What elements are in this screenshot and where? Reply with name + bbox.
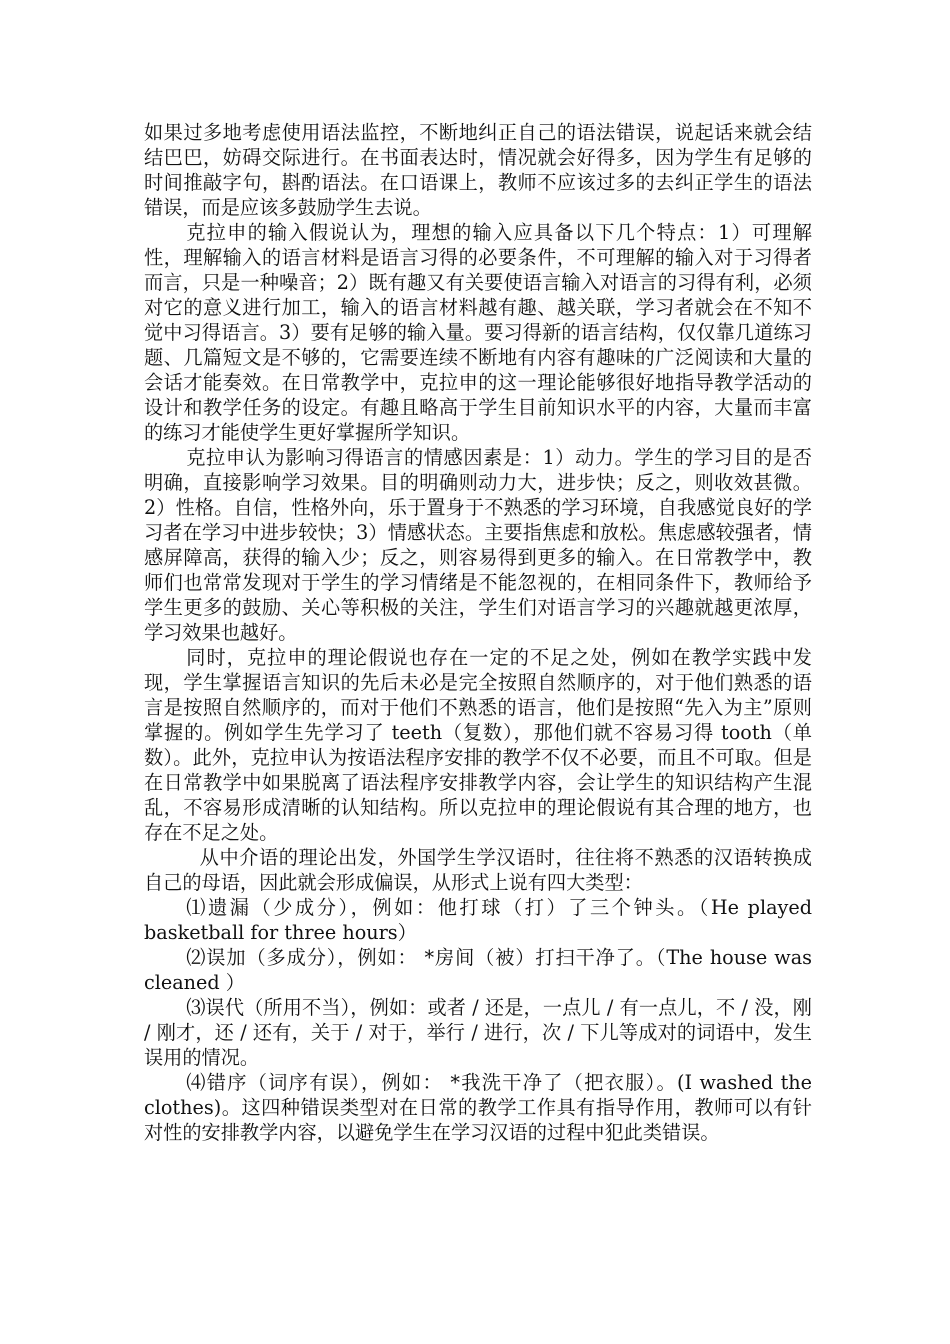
list-item-addition: ⑵误加（多成分），例如： *房间（被）打扫干净了。（The house was cleaned ） — [144, 946, 812, 994]
paragraph-affective-factors: 克拉申认为影响习得语言的情感因素是：1）动力。学生的学习目的是否明确，直接影响学习效果。目的明确则动力大，进步快；反之，则收效甚微。2）性格。自信，性格外向，乐于置身于不熟悉的学习环境，自我感觉良好的学习者在学习中进步较快；3）情感状态。主要指焦虑和放松。焦虑感较强者，情感屏障高，获得的输入少；反之，则容易得到更多的输入。在日常教学中，教师们也常常发现对于学生的学习情绪是不能忽视的，在相同条件下，教师给予学生更多的鼓励、关心等积极的关注，学生们对语言学习的兴趣就越更浓厚，学习效果也越好。 — [144, 446, 812, 644]
list-item-omission: ⑴遗漏（少成分），例如：他打球（打）了三个钟头。（He played basketball for three hours） — [144, 896, 812, 944]
document-body — [144, 120, 812, 1145]
list-item-misselection: ⑶误代（所用不当），例如：或者 / 还是，一点儿 / 有一点儿，不 / 没，刚 / 刚才，还 / 还有，关于 / 对于，举行 / 进行，次 / 下儿等成对的词语中，发生误用的情况。 — [144, 996, 812, 1069]
paragraph-grammar-monitor: 如果过多地考虑使用语法监控，不断地纠正自己的语法错误，说起话来就会结结巴巴，妨碍交际进行。在书面表达时，情况就会好得多，因为学生有足够的时间推敲字句，斟酌语法。在口语课上，教师不应该过多的去纠正学生的语法错误，而是应该多鼓励学生去说。 — [144, 121, 812, 219]
list-item-misordering: ⑷错序（词序有误），例如： *我洗干净了（把衣服）。(I washed the clothes)。这四种错误类型对在日常的教学工作具有指导作用，教师可以有针对性的安排教学内容，以避免学生在学习汉语的过程中犯此类错误。 — [144, 1071, 812, 1144]
paragraph-interlanguage: 从中介语的理论出发，外国学生学汉语时，往往将不熟悉的汉语转换成自己的母语，因此就会形成偏误，从形式上说有四大类型： — [144, 846, 812, 894]
paragraph-input-hypothesis: 克拉申的输入假说认为，理想的输入应具备以下几个特点：1）可理解性，理解输入的语言材料是语言习得的必要条件，不可理解的输入对于习得者而言，只是一种噪音；2）既有趣又有关要使语言输入对语言的习得有利，必须对它的意义进行加工，输入的语言材料越有趣、越关联，学习者就会在不知不觉中习得语言。3）要有足够的输入量。要习得新的语言结构，仅仅靠几道练习题、几篇短文是不够的，它需要连续不断地有内容有趣味的广泛阅读和大量的会话才能奏效。在日常教学中，克拉申的这一理论能够很好地指导教学活动的设计和教学任务的设定。有趣且略高于学生目前知识水平的内容，大量而丰富的练习才能使学生更好掌握所学知识。 — [144, 221, 812, 444]
paragraph-limitations: 同时，克拉申的理论假说也存在一定的不足之处，例如在教学实践中发现，学生掌握语言知识的先后未必是完全按照自然顺序的，对于他们熟悉的语言是按照自然顺序的，而对于他们不熟悉的语言，他们是按照“先入为主”原则掌握的。例如学生先学习了 teeth（复数），那他们就不容易习得 tooth（单数）。此外，克拉申认为按语法程序安排的教学不仅不必要，而且不可取。但是在日常教学中如果脱离了语法程序安排教学内容，会让学生的知识结构产生混乱，不容易形成清晰的认知结构。所以克拉申的理论假说有其合理的地方，也存在不足之处。 — [144, 646, 812, 844]
